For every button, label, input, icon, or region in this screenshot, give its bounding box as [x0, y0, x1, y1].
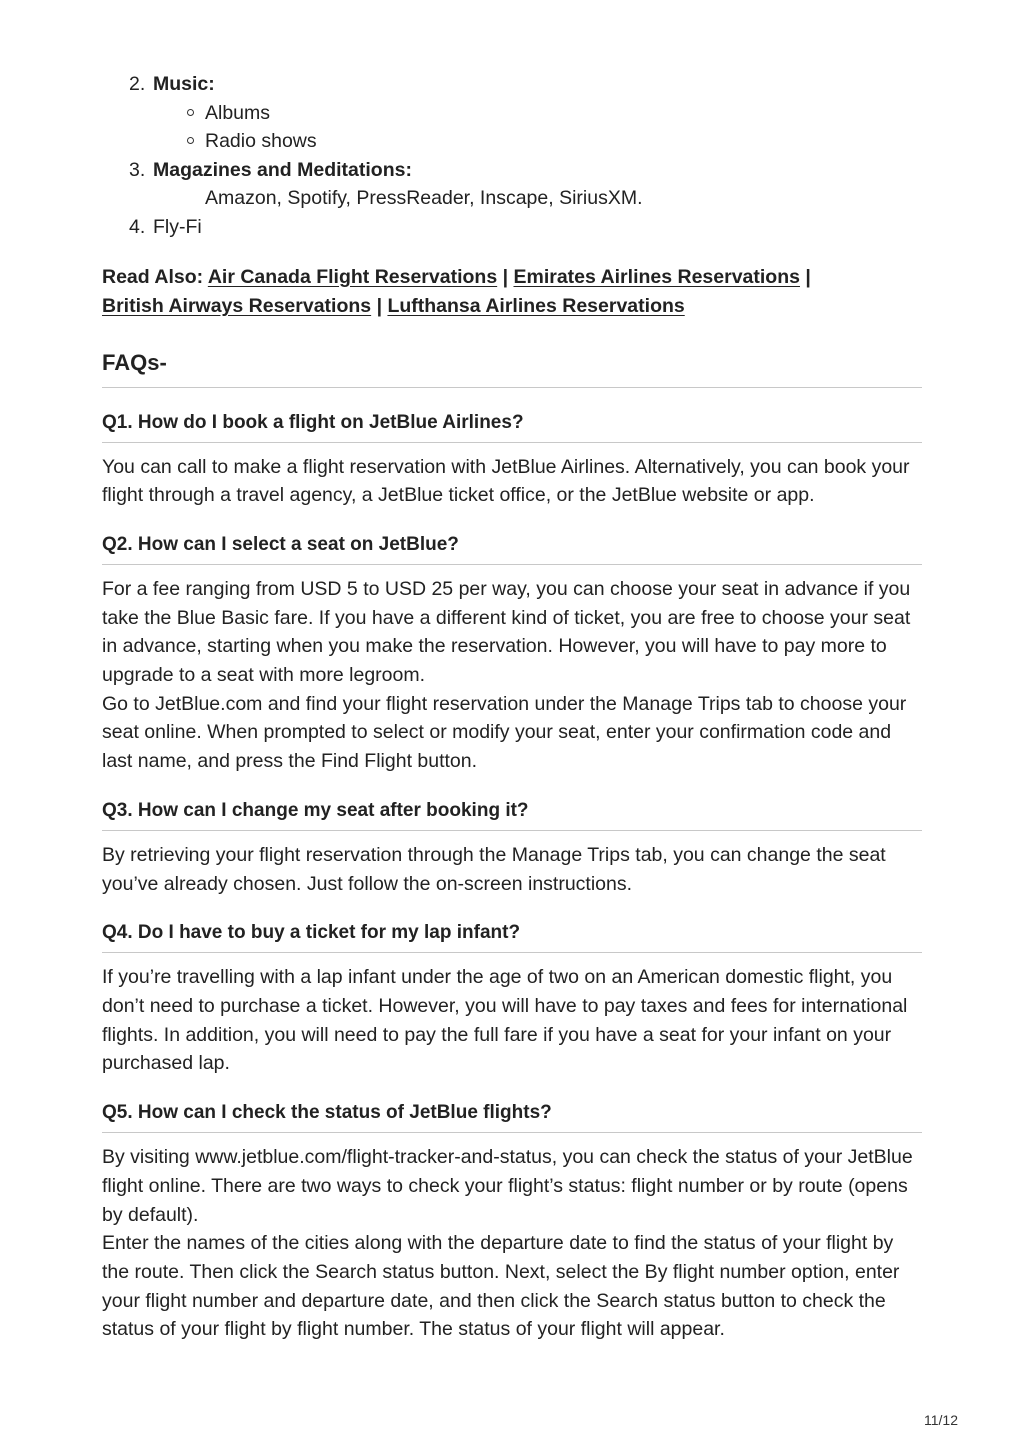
faq-answer-paragraph: Enter the names of the cities along with the departure date to find the status of your flight by the route. Then click the Search status button. Next, select the By flight number option, enter your flight number and departure date, and then click the Search status button to check the status of your flight by flight number. The status of your flight will appear. [102, 1232, 900, 1341]
list-item-music [102, 70, 922, 99]
sub-list-item-text: Radio shows [205, 130, 317, 153]
read-also-section [102, 263, 922, 322]
list-number: 2. [129, 73, 146, 95]
faq-answer-4 [102, 963, 922, 1078]
faq-answer-paragraph: If you’re travelling with a lap infant under the age of two on an American domestic flight, you don’t need to purchase a ticket. However, you will have to pay taxes and fees for international flights. In addition, you will need to pay the full fare if you have a seat for your infant on your purchased lap. [102, 966, 908, 1075]
faq-question-2: Q2. How can I select a seat on JetBlue? [102, 532, 922, 565]
faq-answer-paragraph: You can call to make a flight reservation with JetBlue Airlines. Alternatively, you can book your flight through a travel agency, a JetBlue ticket office, or the JetBlue website or app. [102, 455, 910, 507]
link-separator: | [376, 295, 383, 318]
list-item-label: Fly-Fi [153, 215, 202, 238]
faq-answer-paragraph: Go to JetBlue.com and find your flight reservation under the Manage Trips tab to choose your seat online. When prompted to select or modify your seat, enter your confirmation code and last name, and press the Find Flight button. [102, 692, 907, 773]
faq-question-4: Q4. Do I have to buy a ticket for my lap infant? [102, 920, 922, 953]
link-british-airways[interactable]: British Airways Reservations [102, 295, 372, 318]
faq-answer-paragraph: For a fee ranging from USD 5 to USD 25 per way, you can choose your seat in advance if you take the Blue Basic fare. If you have a different kind of ticket, you are free to choose your seat in advance, starting when you make the reservation. However, you will have to pay more to upgrade to a seat with more legroom. [102, 577, 911, 687]
document-page [102, 70, 922, 1344]
faq-heading: FAQs- [102, 349, 922, 388]
list-number: 4. [129, 215, 146, 238]
list-item-fly-fi [102, 213, 922, 242]
list-item-label: Music: [153, 73, 215, 95]
list-number: 3. [129, 158, 146, 181]
faq-answer-paragraph: By visiting www.jetblue.com/flight-tracker-and-status, you can check the status of your JetBlue flight online. There are two ways to check your flight’s status: flight number or by route (opens by default). [102, 1146, 913, 1226]
faq-answer-3 [102, 841, 922, 898]
read-also-prefix: Read Also: [102, 265, 204, 288]
sub-list-item [102, 99, 922, 128]
faq-answer-2 [102, 575, 922, 776]
sub-list-item-text: Albums [205, 101, 271, 124]
sub-list-item [102, 127, 922, 156]
list-item-magazines [102, 156, 922, 185]
link-lufthansa[interactable]: Lufthansa Airlines Reservations [387, 295, 685, 318]
music-sub-list [102, 99, 922, 156]
page-number: 11/12 [924, 1412, 958, 1428]
circle-bullet-icon [187, 137, 194, 144]
link-air-canada[interactable]: Air Canada Flight Reservations [207, 265, 498, 288]
link-separator: | [502, 265, 509, 288]
faq-question-3: Q3. How can I change my seat after booking it? [102, 798, 922, 831]
list-item-label: Magazines and Meditations: [153, 158, 412, 181]
faq-question-1: Q1. How do I book a flight on JetBlue Airlines? [102, 410, 922, 443]
faq-question-5: Q5. How can I check the status of JetBlue flights? [102, 1100, 922, 1133]
link-emirates[interactable]: Emirates Airlines Reservations [513, 265, 800, 288]
faq-answer-1 [102, 453, 922, 510]
faq-answer-paragraph: By retrieving your flight reservation through the Manage Trips tab, you can change the seat you’ve already chosen. Just follow the on-screen instructions. [102, 843, 886, 895]
magazines-text: Amazon, Spotify, PressReader, Inscape, SiriusXM. [205, 187, 643, 210]
link-separator: | [805, 265, 811, 288]
faq-answer-5 [102, 1143, 922, 1344]
circle-bullet-icon [187, 109, 194, 116]
